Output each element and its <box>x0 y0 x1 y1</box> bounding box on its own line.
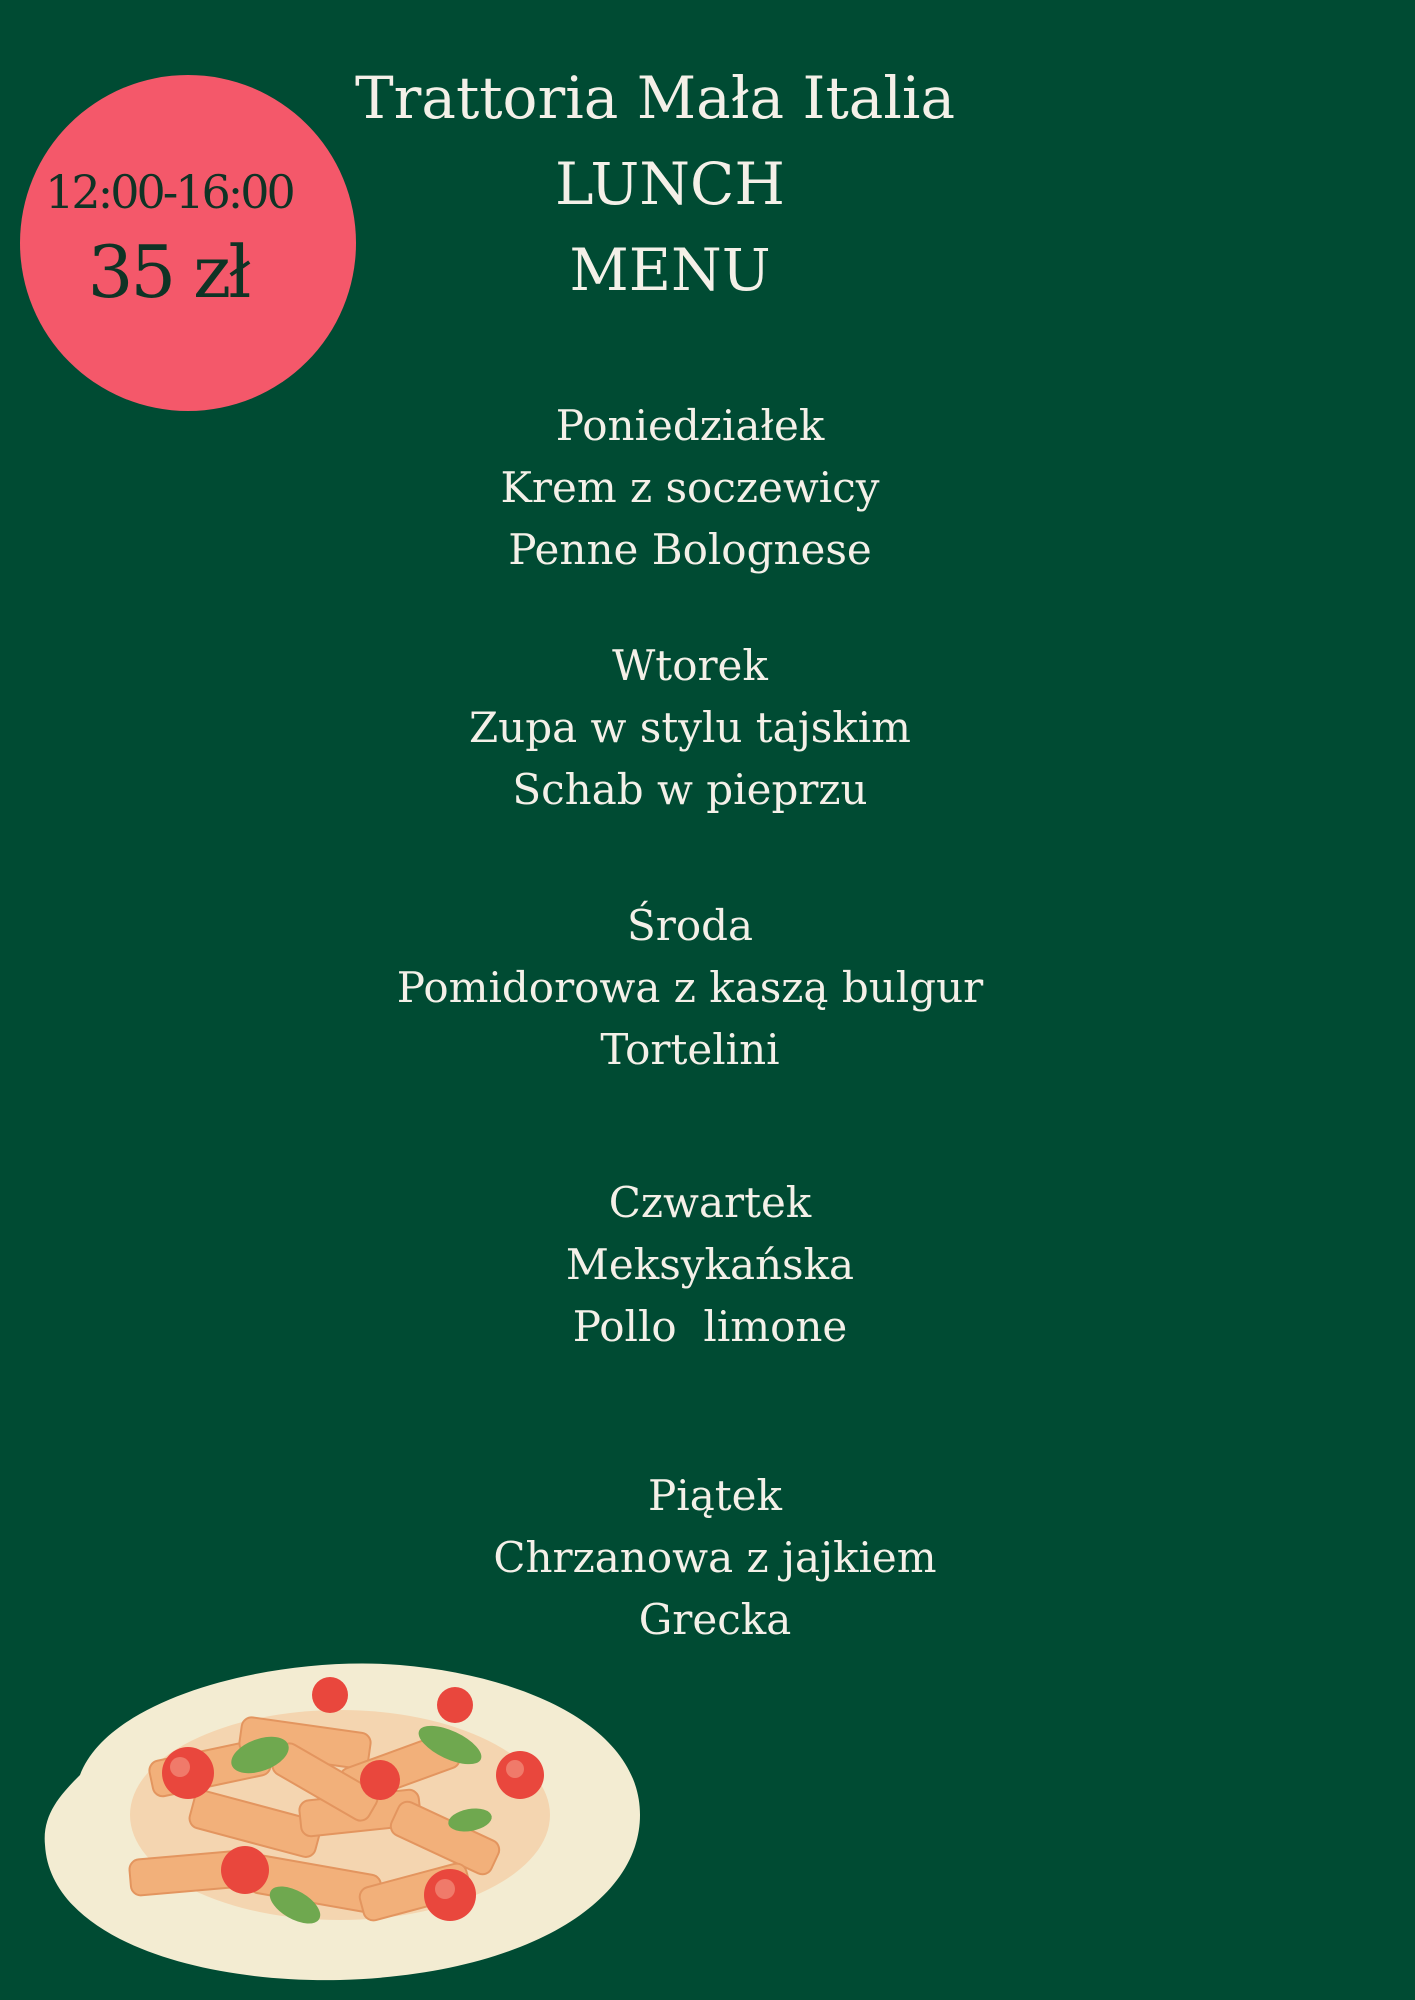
menu-day-friday <box>325 1465 1105 1651</box>
menu-day-monday <box>300 395 1080 581</box>
day-name: Wtorek <box>612 641 768 690</box>
menu-title <box>330 55 1010 313</box>
menu-day-wednesday <box>300 895 1080 1081</box>
menu-day-thursday <box>320 1172 1100 1358</box>
badge-price: 35 zł <box>87 230 249 314</box>
day-soup: Zupa w stylu tajskim <box>468 703 911 752</box>
day-soup: Pomidorowa z kaszą bulgur <box>396 963 984 1012</box>
day-name: Piątek <box>648 1471 782 1520</box>
day-main: Penne Bolognese <box>508 525 872 574</box>
day-main: Tortelini <box>600 1025 780 1074</box>
day-soup: Krem z soczewicy <box>500 463 880 512</box>
day-name: Poniedziałek <box>555 401 825 450</box>
day-main: Grecka <box>638 1595 792 1644</box>
day-name: Czwartek <box>608 1178 812 1227</box>
day-soup: Chrzanowa z jajkiem <box>493 1533 937 1582</box>
title-menu: MENU <box>569 236 771 304</box>
badge-hours: 12:00-16:00 <box>45 165 293 219</box>
day-main: Pollo limone <box>572 1302 848 1351</box>
day-name: Środa <box>626 901 754 950</box>
day-main: Schab w pieprzu <box>512 765 868 814</box>
title-lunch: LUNCH <box>555 150 785 218</box>
day-soup: Meksykańska <box>565 1240 855 1289</box>
menu-day-tuesday <box>300 635 1080 821</box>
restaurant-name: Trattoria Mała Italia <box>354 64 956 132</box>
pasta-plate-icon <box>40 1655 645 1985</box>
